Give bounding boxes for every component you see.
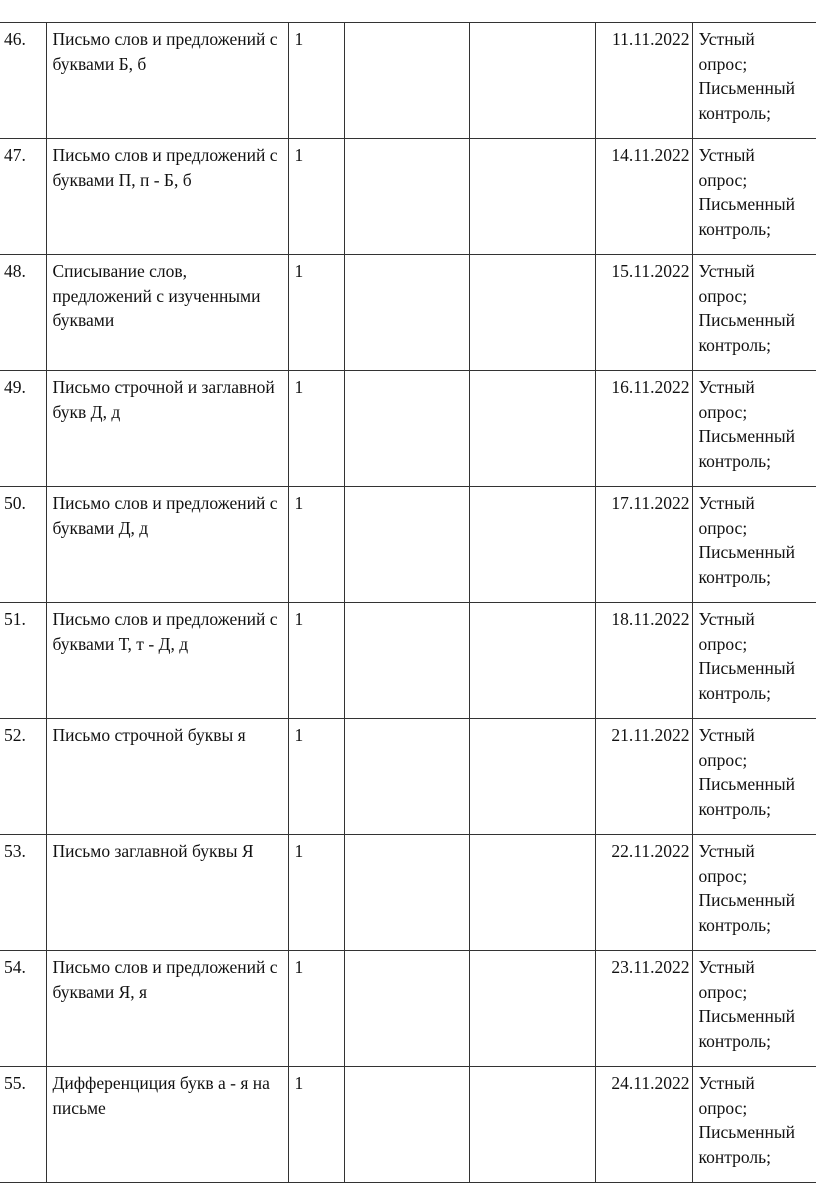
lesson-number-cell: 49.: [0, 371, 46, 487]
control-form-cell: [692, 255, 816, 371]
lesson-number-cell: 51.: [0, 603, 46, 719]
control-form-line: опрос;: [698, 169, 748, 190]
control-form-cell: [692, 371, 816, 487]
date-cell: 15.11.2022: [595, 255, 692, 371]
control-form-line: контроль;: [698, 798, 771, 819]
control-form-line: Письменный: [698, 78, 795, 98]
date-cell: 21.11.2022: [595, 719, 692, 835]
fact-cell: [469, 951, 595, 1067]
table-row: [0, 603, 816, 719]
control-form-line: Письменный: [698, 658, 795, 678]
control-form-line: опрос;: [698, 865, 748, 886]
plan-cell: [344, 139, 469, 255]
control-form-line: Письменный: [698, 1006, 795, 1026]
hours-cell: 1: [288, 719, 344, 835]
lesson-topic-cell: Письмо слов и предложений с буквами Б, б: [46, 23, 288, 139]
control-form-line: контроль;: [698, 914, 771, 935]
lesson-number-cell: 54.: [0, 951, 46, 1067]
fact-cell: [469, 1067, 595, 1183]
control-form-line: Устный: [698, 261, 755, 281]
lesson-topic-cell: Письмо заглавной буквы Я: [46, 835, 288, 951]
lesson-number-cell: 50.: [0, 487, 46, 603]
hours-cell: 1: [288, 255, 344, 371]
control-form-line: Устный: [698, 145, 755, 165]
lesson-number-cell: 55.: [0, 1067, 46, 1183]
fact-cell: [469, 603, 595, 719]
plan-cell: [344, 23, 469, 139]
control-form-line: опрос;: [698, 749, 748, 770]
lesson-number-cell: 52.: [0, 719, 46, 835]
control-form-line: Устный: [698, 1073, 755, 1093]
table-row: [0, 487, 816, 603]
plan-cell: [344, 835, 469, 951]
table-row: [0, 719, 816, 835]
hours-cell: 1: [288, 23, 344, 139]
control-form-cell: [692, 1067, 816, 1183]
date-cell: 14.11.2022: [595, 139, 692, 255]
lesson-number-cell: 47.: [0, 139, 46, 255]
control-form-line: контроль;: [698, 450, 771, 471]
table-row: [0, 255, 816, 371]
table-row: [0, 371, 816, 487]
plan-cell: [344, 487, 469, 603]
lesson-topic-cell: Письмо слов и предложений с буквами П, п - Б, б: [46, 139, 288, 255]
control-form-line: контроль;: [698, 218, 771, 239]
control-form-line: контроль;: [698, 334, 771, 355]
control-form-line: контроль;: [698, 102, 771, 123]
table-row: [0, 1067, 816, 1183]
hours-cell: 1: [288, 951, 344, 1067]
date-cell: 17.11.2022: [595, 487, 692, 603]
control-form-line: опрос;: [698, 53, 748, 74]
lesson-topic-cell: Списывание слов, предложений с изученными буквами: [46, 255, 288, 371]
control-form-line: Устный: [698, 29, 755, 49]
fact-cell: [469, 139, 595, 255]
control-form-cell: [692, 23, 816, 139]
plan-cell: [344, 255, 469, 371]
table-row: [0, 23, 816, 139]
lesson-number-cell: 53.: [0, 835, 46, 951]
date-cell: 23.11.2022: [595, 951, 692, 1067]
plan-cell: [344, 951, 469, 1067]
hours-cell: 1: [288, 1067, 344, 1183]
control-form-line: Устный: [698, 609, 755, 629]
hours-cell: 1: [288, 371, 344, 487]
control-form-cell: [692, 719, 816, 835]
control-form-line: опрос;: [698, 633, 748, 654]
control-form-line: опрос;: [698, 401, 748, 422]
control-form-line: опрос;: [698, 285, 748, 306]
control-form-line: Устный: [698, 957, 755, 977]
control-form-line: опрос;: [698, 1097, 748, 1118]
lesson-topic-cell: Письмо слов и предложений с буквами Т, т - Д, д: [46, 603, 288, 719]
control-form-line: Письменный: [698, 310, 795, 330]
control-form-line: Устный: [698, 493, 755, 513]
hours-cell: 1: [288, 835, 344, 951]
fact-cell: [469, 835, 595, 951]
date-cell: 11.11.2022: [595, 23, 692, 139]
date-cell: 24.11.2022: [595, 1067, 692, 1183]
lesson-number-cell: 46.: [0, 23, 46, 139]
control-form-line: опрос;: [698, 517, 748, 538]
control-form-line: Устный: [698, 377, 755, 397]
lesson-topic-cell: Письмо слов и предложений с буквами Я, я: [46, 951, 288, 1067]
table-row: [0, 835, 816, 951]
control-form-line: Письменный: [698, 890, 795, 910]
control-form-cell: [692, 603, 816, 719]
table-row: [0, 951, 816, 1067]
fact-cell: [469, 719, 595, 835]
control-form-line: Письменный: [698, 542, 795, 562]
lesson-number-cell: 48.: [0, 255, 46, 371]
plan-cell: [344, 371, 469, 487]
control-form-line: Письменный: [698, 774, 795, 794]
control-form-line: контроль;: [698, 1146, 771, 1167]
plan-cell: [344, 1067, 469, 1183]
control-form-line: Письменный: [698, 426, 795, 446]
control-form-line: Устный: [698, 725, 755, 745]
plan-cell: [344, 719, 469, 835]
hours-cell: 1: [288, 603, 344, 719]
date-cell: 16.11.2022: [595, 371, 692, 487]
control-form-cell: [692, 487, 816, 603]
lesson-plan-table: [0, 22, 816, 1183]
lesson-topic-cell: Письмо строчной и заглавной букв Д, д: [46, 371, 288, 487]
lesson-topic-cell: Письмо слов и предложений с буквами Д, д: [46, 487, 288, 603]
control-form-line: контроль;: [698, 566, 771, 587]
hours-cell: 1: [288, 487, 344, 603]
fact-cell: [469, 23, 595, 139]
control-form-line: контроль;: [698, 1030, 771, 1051]
control-form-line: опрос;: [698, 981, 748, 1002]
lesson-plan-body: [0, 23, 816, 1183]
control-form-line: Письменный: [698, 1122, 795, 1142]
fact-cell: [469, 371, 595, 487]
lesson-topic-cell: Письмо строчной буквы я: [46, 719, 288, 835]
fact-cell: [469, 487, 595, 603]
control-form-line: контроль;: [698, 682, 771, 703]
lesson-topic-cell: Дифференциция букв а - я на письме: [46, 1067, 288, 1183]
control-form-line: Устный: [698, 841, 755, 861]
date-cell: 18.11.2022: [595, 603, 692, 719]
control-form-cell: [692, 139, 816, 255]
control-form-line: Письменный: [698, 194, 795, 214]
control-form-cell: [692, 951, 816, 1067]
control-form-cell: [692, 835, 816, 951]
date-cell: 22.11.2022: [595, 835, 692, 951]
fact-cell: [469, 255, 595, 371]
hours-cell: 1: [288, 139, 344, 255]
table-row: [0, 139, 816, 255]
plan-cell: [344, 603, 469, 719]
